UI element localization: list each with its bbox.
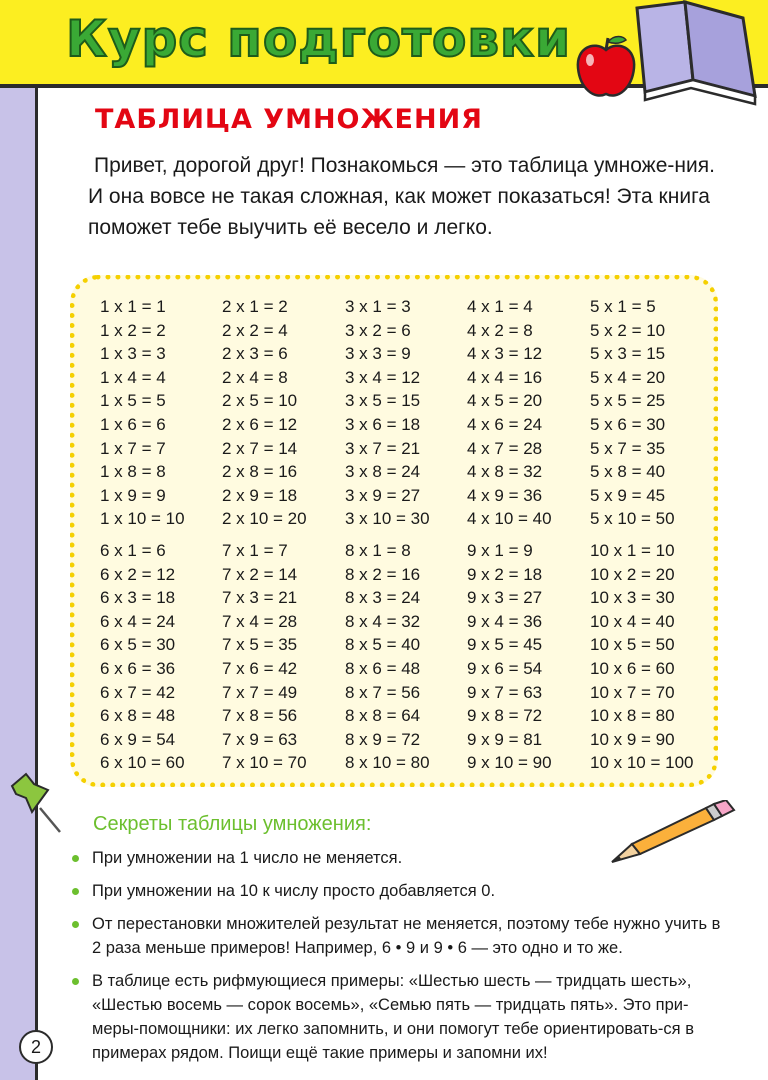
list-item: [70, 969, 730, 1065]
table-cell: 2 x 3 = 6: [222, 344, 288, 364]
bullet-icon: [72, 978, 79, 985]
table-column-2: [222, 295, 307, 531]
table-cell: 10 x 7 = 70: [590, 682, 675, 702]
table-cell: 1 x 2 = 2: [100, 320, 166, 340]
table-cell: 4 x 2 = 8: [467, 320, 533, 340]
table-cell: 8 x 5 = 40: [345, 635, 421, 655]
table-cell: 1 x 6 = 6: [100, 414, 166, 434]
table-cell: 10 x 9 = 90: [590, 729, 675, 749]
table-cell: 7 x 10 = 70: [222, 753, 307, 773]
table-column-7: [222, 539, 307, 775]
table-cell: 8 x 1 = 8: [345, 541, 411, 560]
table-cell: 4 x 7 = 28: [467, 438, 543, 458]
page-title: Курс подготовки: [66, 10, 571, 68]
table-cell: 4 x 1 = 4: [467, 297, 533, 316]
table-column-10: [590, 539, 694, 775]
table-cell: 10 x 3 = 30: [590, 588, 675, 608]
table-cell: 5 x 9 = 45: [590, 485, 666, 505]
table-cell: 6 x 4 = 24: [100, 611, 176, 631]
table-cell: 4 x 4 = 16: [467, 367, 543, 387]
table-cell: 5 x 2 = 10: [590, 320, 666, 340]
table-cell: 2 x 1 = 2: [222, 297, 288, 316]
table-cell: 3 x 9 = 27: [345, 485, 421, 505]
table-cell: 7 x 8 = 56: [222, 706, 298, 726]
table-cell: 5 x 3 = 15: [590, 344, 666, 364]
table-column-5: [590, 295, 675, 531]
table-cell: 5 x 5 = 25: [590, 391, 666, 411]
table-cell: 10 x 6 = 60: [590, 658, 675, 678]
secrets-list: [70, 846, 730, 1074]
table-cell: 6 x 1 = 6: [100, 541, 166, 560]
table-cell: 8 x 6 = 48: [345, 658, 421, 678]
table-cell: 2 x 6 = 12: [222, 414, 298, 434]
list-item-text: От перестановки множителей результат не меняется, поэтому тебе нужно учить в 2 раза меньше примеров! Например, 6 • 9 и 9 • 6 — это одно и то же.: [92, 915, 721, 957]
table-cell: 1 x 10 = 10: [100, 509, 185, 529]
table-cell: 10 x 10 = 100: [590, 753, 694, 773]
book-icon-shape: [637, 2, 755, 104]
list-item-text: При умножении на 10 к числу просто добавляется 0.: [92, 882, 496, 900]
table-cell: 6 x 2 = 12: [100, 564, 176, 584]
table-cell: 1 x 3 = 3: [100, 344, 166, 364]
table-cell: 7 x 7 = 49: [222, 682, 298, 702]
table-cell: 10 x 4 = 40: [590, 611, 675, 631]
table-cell: 10 x 8 = 80: [590, 706, 675, 726]
table-cell: 10 x 1 = 10: [590, 541, 675, 560]
table-cell: 8 x 9 = 72: [345, 729, 421, 749]
table-cell: 9 x 5 = 45: [467, 635, 543, 655]
table-cell: 6 x 7 = 42: [100, 682, 176, 702]
table-cell: 6 x 9 = 54: [100, 729, 176, 749]
table-cell: 9 x 9 = 81: [467, 729, 543, 749]
table-cell: 8 x 7 = 56: [345, 682, 421, 702]
table-cell: 7 x 9 = 63: [222, 729, 298, 749]
table-cell: 4 x 6 = 24: [467, 414, 543, 434]
table-cell: 9 x 6 = 54: [467, 658, 543, 678]
bullet-icon: [72, 855, 79, 862]
table-cell: 3 x 2 = 6: [345, 320, 411, 340]
table-cell: 3 x 8 = 24: [345, 462, 421, 482]
table-cell: 3 x 6 = 18: [345, 414, 421, 434]
secrets-title: Секреты таблицы умножения:: [93, 813, 372, 835]
table-cell: 6 x 3 = 18: [100, 588, 176, 608]
table-cell: 6 x 10 = 60: [100, 753, 185, 773]
table-cell: 5 x 4 = 20: [590, 367, 666, 387]
list-item: [70, 879, 730, 903]
table-cell: 4 x 5 = 20: [467, 391, 543, 411]
table-cell: 9 x 7 = 63: [467, 682, 543, 702]
table-cell: 4 x 3 = 12: [467, 344, 543, 364]
table-cell: 1 x 9 = 9: [100, 485, 166, 505]
apple-icon: [574, 34, 638, 102]
table-cell: 10 x 5 = 50: [590, 635, 675, 655]
sidebar-stripe: [0, 88, 38, 1080]
table-cell: 1 x 1 = 1: [100, 297, 166, 316]
table-cell: 2 x 9 = 18: [222, 485, 298, 505]
table-column-8: [345, 539, 430, 775]
table-column-9: [467, 539, 552, 775]
table-cell: 2 x 2 = 4: [222, 320, 288, 340]
table-cell: 4 x 9 = 36: [467, 485, 543, 505]
table-cell: 7 x 3 = 21: [222, 588, 298, 608]
bullet-icon: [72, 921, 79, 928]
table-cell: 2 x 8 = 16: [222, 462, 298, 482]
list-item: [70, 846, 730, 870]
table-cell: 3 x 10 = 30: [345, 509, 430, 529]
table-cell: 5 x 7 = 35: [590, 438, 666, 458]
table-cell: 6 x 6 = 36: [100, 658, 176, 678]
table-cell: 7 x 4 = 28: [222, 611, 298, 631]
table-cell: 7 x 6 = 42: [222, 658, 298, 678]
section-title: ТАБЛИЦА УМНОЖЕНИЯ: [95, 104, 483, 135]
table-cell: 4 x 8 = 32: [467, 462, 543, 482]
list-item: [70, 912, 730, 960]
table-cell: 10 x 2 = 20: [590, 564, 675, 584]
table-cell: 3 x 4 = 12: [345, 367, 421, 387]
table-cell: 3 x 5 = 15: [345, 391, 421, 411]
table-cell: 3 x 1 = 3: [345, 297, 411, 316]
table-cell: 1 x 5 = 5: [100, 391, 166, 411]
table-cell: 1 x 7 = 7: [100, 438, 166, 458]
table-cell: 9 x 10 = 90: [467, 753, 552, 773]
table-cell: 5 x 6 = 30: [590, 414, 666, 434]
table-column-3: [345, 295, 430, 531]
pushpin-icon: [8, 772, 68, 838]
table-cell: 8 x 4 = 32: [345, 611, 421, 631]
table-cell: 9 x 1 = 9: [467, 541, 533, 560]
table-cell: 8 x 2 = 16: [345, 564, 421, 584]
table-cell: 3 x 7 = 21: [345, 438, 421, 458]
table-cell: 4 x 10 = 40: [467, 509, 552, 529]
table-cell: 7 x 2 = 14: [222, 564, 298, 584]
table-cell: 7 x 5 = 35: [222, 635, 298, 655]
table-cell: 1 x 8 = 8: [100, 462, 166, 482]
table-cell: 9 x 2 = 18: [467, 564, 543, 584]
table-cell: 5 x 8 = 40: [590, 462, 666, 482]
multiplication-table: [70, 275, 718, 787]
table-column-4: [467, 295, 552, 531]
list-item-text: При умножении на 1 число не меняется.: [92, 849, 403, 867]
table-column-1: [100, 295, 185, 531]
bullet-icon: [72, 888, 79, 895]
table-cell: 6 x 8 = 48: [100, 706, 176, 726]
list-item-text: В таблице есть рифмующиеся примеры: «Шестью шесть — тридцать шесть», «Шестью восемь — сорок восемь», «Семью пять — тридцать пять». Это при-меры-помощники: их легко запомнить, и они помогут тебе ориентировать-ся в примерах рядом. Поищи ещё такие примеры и запомни их!: [92, 972, 694, 1062]
table-cell: 2 x 10 = 20: [222, 509, 307, 529]
table-cell: 1 x 4 = 4: [100, 367, 166, 387]
table-cell: 7 x 1 = 7: [222, 541, 288, 560]
table-cell: 9 x 4 = 36: [467, 611, 543, 631]
page-number: 2: [19, 1030, 53, 1064]
table-cell: 2 x 7 = 14: [222, 438, 298, 458]
table-cell: 3 x 3 = 9: [345, 344, 411, 364]
table-cell: 5 x 10 = 50: [590, 509, 675, 529]
table-column-6: [100, 539, 185, 775]
table-cell: 8 x 10 = 80: [345, 753, 430, 773]
table-cell: 9 x 3 = 27: [467, 588, 543, 608]
table-cell: 9 x 8 = 72: [467, 706, 543, 726]
table-cell: 8 x 8 = 64: [345, 706, 421, 726]
intro-paragraph: Привет, дорогой друг! Познакомься — это таблица умноже-ния. И она вовсе не такая сложная, как может показаться! Эта книга поможет тебе выучить её весело и легко.: [88, 154, 715, 239]
table-cell: 2 x 5 = 10: [222, 391, 298, 411]
table-cell: 6 x 5 = 30: [100, 635, 176, 655]
table-cell: 8 x 3 = 24: [345, 588, 421, 608]
table-cell: 2 x 4 = 8: [222, 367, 288, 387]
table-cell: 5 x 1 = 5: [590, 297, 656, 316]
